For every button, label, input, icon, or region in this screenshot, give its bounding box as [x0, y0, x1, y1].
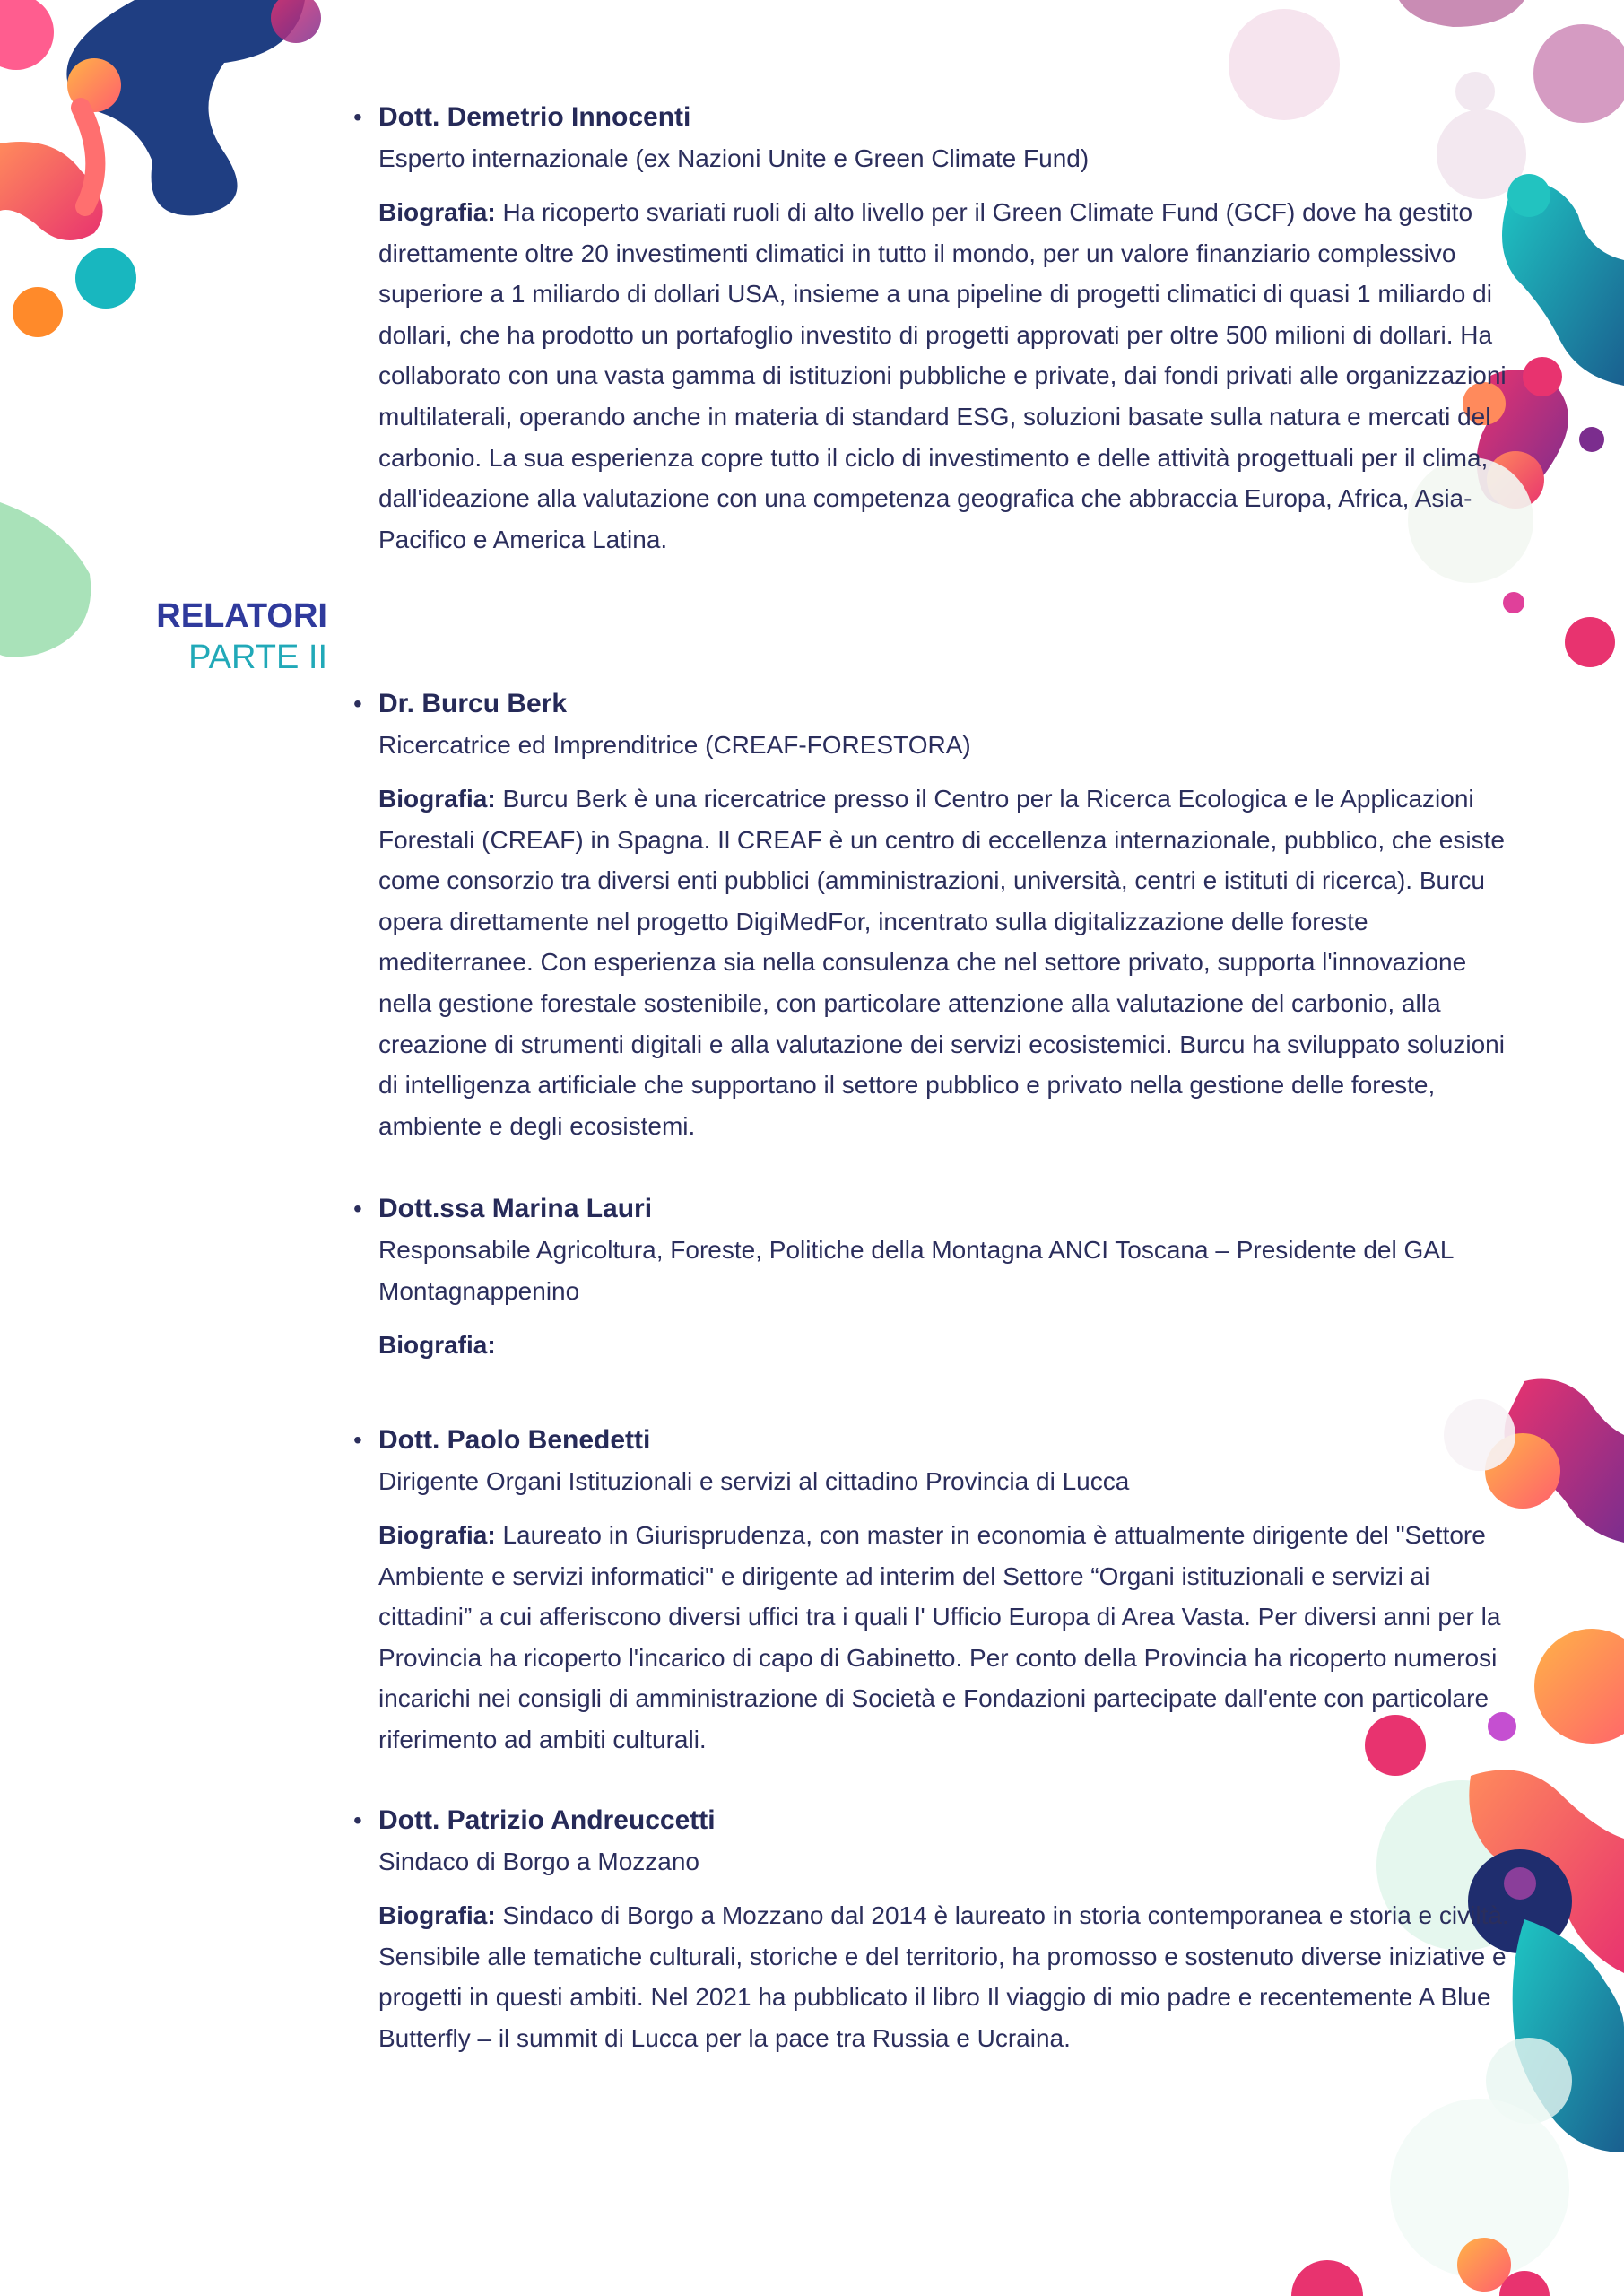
- bio-label: Biografia:: [378, 1331, 496, 1359]
- bio-label: Biografia:: [378, 198, 496, 226]
- speaker-entry: [353, 1800, 1526, 2058]
- bio-label: Biografia:: [378, 1901, 496, 1929]
- speaker-bio: [378, 1325, 1526, 1366]
- speaker-role: Dirigente Organi Istituzionali e servizi al cittadino Provincia di Lucca: [378, 1467, 1130, 1495]
- speaker-bio: [378, 778, 1526, 1146]
- bullet-icon: •: [353, 1426, 362, 1454]
- speaker-name: Dott. Demetrio Innocenti: [378, 102, 691, 132]
- speaker-name: Dott. Patrizio Andreuccetti: [378, 1805, 716, 1835]
- speaker-role: Esperto internazionale (ex Nazioni Unite e Green Climate Fund): [378, 144, 1090, 172]
- section-label-line2: PARTE II: [188, 639, 327, 676]
- bio-text: Laureato in Giurisprudenza, con master in economia è attualmente dirigente del "Settore Ambiente e servizi informatici" e dirigente ad interim del Settore “Organi istituzionali e servizi ai cittadini” a cui afferiscono diversi uffici tra i quali l' Ufficio Europa di Area Vasta. Per diversi anni per la Provincia ha ricoperto l'incarico di capo di Gabinetto. Per conto della Provincia ha ricoperto numerosi incarichi nei consigli di amministrazione di Società e Fondazioni partecipate dall'ente con particolare riferimento ad ambiti culturali.: [378, 1521, 1501, 1753]
- bio-text: Ha ricoperto svariati ruoli di alto livello per il Green Climate Fund (GCF) dove ha gestito direttamente oltre 20 investimenti climatici in tutto il mondo, per un valore finanziario complessivo superiore a 1 miliardo di dollari USA, insieme a una pipeline di progetti climatici di quasi 1 miliardo di dollari, che ha prodotto un portafoglio investito di progetti approvati per oltre 500 milioni di dollari. Ha collaborato con una vasta gamma di istituzioni pubbliche e private, dai fondi privati alle organizzazioni multilaterali, operando anche in materia di standard ESG, soluzioni basate sulla natura e mercati del carbonio. La sua esperienza copre tutto il ciclo di investimento e delle attività progettuali per il clima, dall'ideazione alla valutazione con una competenza geografica che abbraccia Europa, Africa, Asia-Pacifico e America Latina.: [378, 198, 1507, 553]
- speaker-name: Dott.ssa Marina Lauri: [378, 1194, 653, 1223]
- speaker-entry: [353, 1420, 1526, 1761]
- speaker-bio: [378, 1895, 1526, 2058]
- speaker-entry: [353, 683, 1526, 1146]
- speaker-name: Dr. Burcu Berk: [378, 689, 568, 718]
- left-green-blob: [0, 502, 91, 657]
- bullet-icon: •: [353, 690, 362, 718]
- section-label-line1: RELATORI: [156, 597, 327, 635]
- speaker-entry: [353, 97, 1526, 560]
- bullet-icon: •: [353, 103, 362, 131]
- speaker-role: Sindaco di Borgo a Mozzano: [378, 1848, 699, 1875]
- section-label: [108, 596, 327, 678]
- speaker-name: Dott. Paolo Benedetti: [378, 1425, 651, 1455]
- speaker-role: Ricercatrice ed Imprenditrice (CREAF-FORESTORA): [378, 731, 971, 759]
- top-left-molecule: [0, 0, 321, 337]
- speaker-entry: [353, 1188, 1526, 1366]
- bullet-icon: •: [353, 1806, 362, 1834]
- bio-label: Biografia:: [378, 785, 496, 813]
- bio-text: Sindaco di Borgo a Mozzano dal 2014 è laureato in storia contemporanea e storia e civiltà. Sensibile alle tematiche culturali, storiche e del territorio, ha promosso e sostenuto diverse iniziative e progetti in questi ambiti. Nel 2021 ha pubblicato il libro Il viaggio di mio padre e recentemente A Blue Butterfly – il summit di Lucca per la pace tra Russia e Ucraina.: [378, 1901, 1509, 2052]
- speaker-role: Responsabile Agricoltura, Foreste, Politiche della Montagna ANCI Toscana – Presidente del GAL Montagnappenino: [378, 1236, 1454, 1305]
- speaker-bio: [378, 192, 1526, 560]
- bullet-icon: •: [353, 1195, 362, 1222]
- bio-text: Burcu Berk è una ricercatrice presso il Centro per la Ricerca Ecologica e le Applicazioni Forestali (CREAF) in Spagna. Il CREAF è un centro di eccellenza internazionale, pubblico, che esiste come consorzio tra diversi enti pubblici (amministrazioni, università, centri e istituti di ricerca). Burcu opera direttamente nel progetto DigiMedFor, incentrato sulla digitalizzazione delle foreste mediterranee. Con esperienza sia nella consulenza che nel settore privato, supporta l'innovazione nella gestione forestale sostenibile, con particolare attenzione alla valutazione del carbonio, alla creazione di strumenti digitali e alla valutazione dei servizi ecosistemici. Burcu ha sviluppato soluzioni di intelligenza artificiale che supportano il settore pubblico e privato nella gestione delle foreste, ambiente e degli ecosistemi.: [378, 785, 1505, 1140]
- speaker-bio: [378, 1515, 1526, 1761]
- bio-label: Biografia:: [378, 1521, 496, 1549]
